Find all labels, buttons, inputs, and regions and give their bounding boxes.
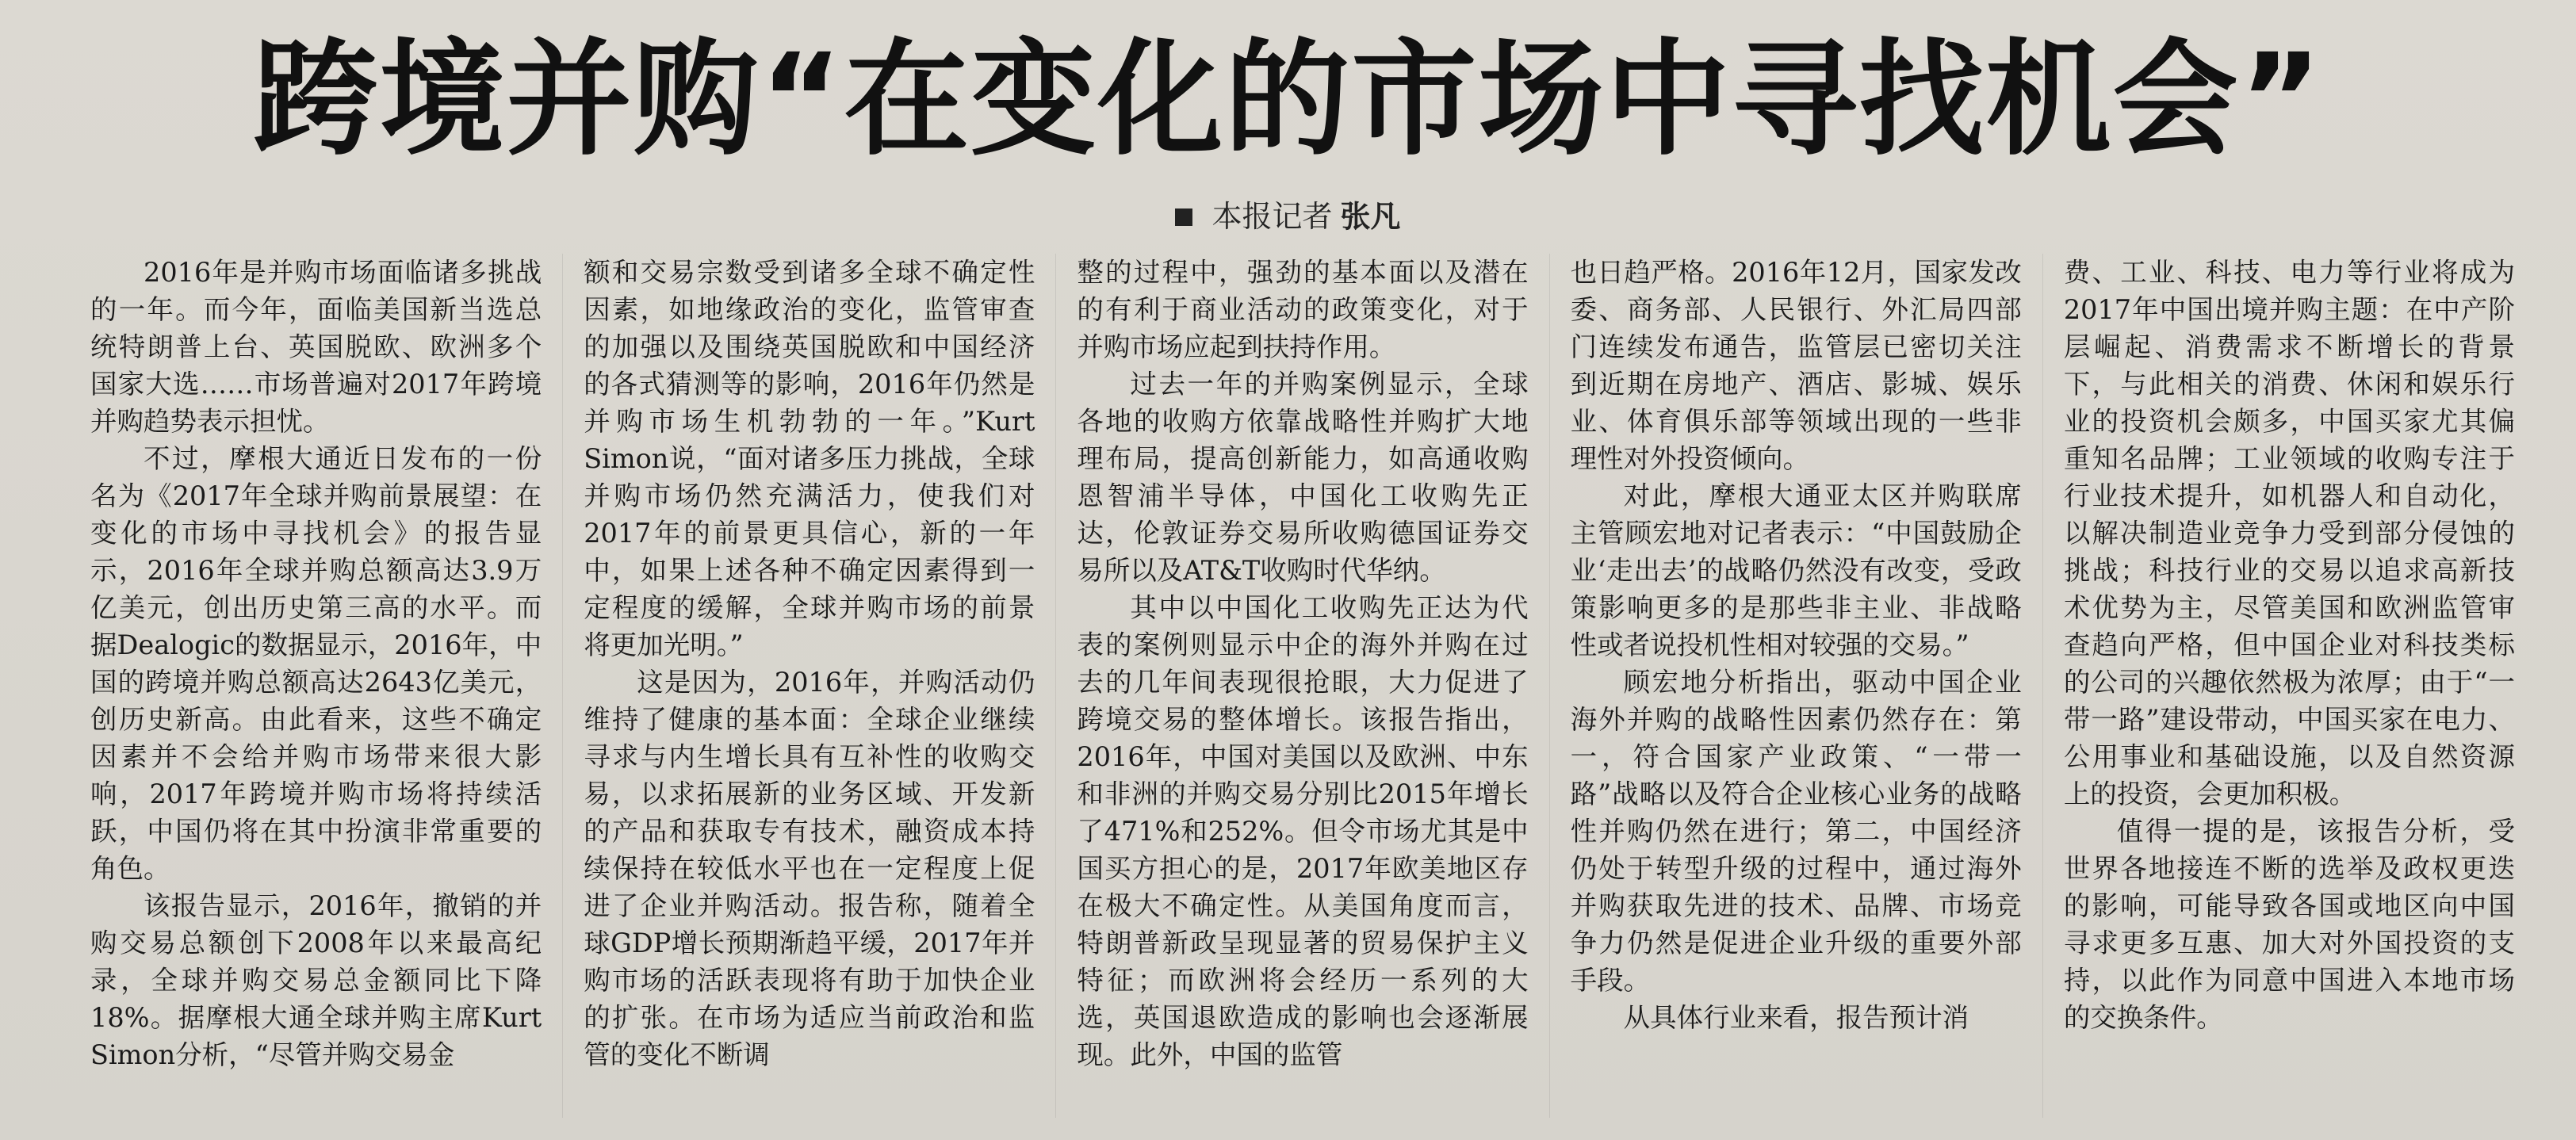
article-column-5 [2043, 254, 2536, 1118]
paragraph: 也日趋严格。2016年12月，国家发改委、商务部、人民银行、外汇局四部门连续发布通告，监管层已密切关注到近期在房地产、酒店、影城、娱乐业、体育俱乐部等领域出现的一些非理性对外投资倾向。 [1570, 257, 2022, 474]
paragraph: 从具体行业来看，报告预计消 [1623, 1002, 1969, 1033]
byline-square-icon [1175, 208, 1192, 226]
byline [0, 192, 2576, 235]
article-column-3 [1056, 254, 1549, 1118]
paragraph: 其中以中国化工收购先正达为代表的案例则显示中企的海外并购在过去的几年间表现很抢眼，大力促进了跨境交易的整体增长。该报告指出，2016年，中国对美国以及欧洲、中东和非洲的并购交易分别比2015年增长了471%和252%。但令市场尤其是中国买方担心的是，2017年欧美地区存在极大不确定性。从美国角度而言，特朗普新政呈现显著的贸易保护主义特征；而欧洲将会经历一系列的大选，英国退欧造成的影响也会逐渐展现。此外，中国的监管 [1077, 592, 1529, 1070]
paragraph: 这是因为，2016年，并购活动仍维持了健康的基本面：全球企业继续寻求与内生增长具有互补性的收购交易，以求拓展新的业务区域、开发新的产品和获取专有技术，融资成本持续保持在较低水平也在一定程度上促进了企业并购活动。报告称，随着全球GDP增长预期渐趋平缓，2017年并购市场的活跃表现将有助于加快企业的扩张。在市场为适应当前政治和监管的变化不断调 [584, 667, 1035, 1070]
byline-author: 张凡 [1340, 199, 1401, 234]
paragraph: 费、工业、科技、电力等行业将成为2017年中国出境并购主题：在中产阶层崛起、消费需求不断增长的背景下，与此相关的消费、休闲和娱乐行业的投资机会颇多，中国买家尤其偏重知名品牌；工业领域的收购专注于行业技术提升，如机器人和自动化，以解决制造业竞争力受到部分侵蚀的挑战；科技行业的交易以追求高新技术优势为主，尽管美国和欧洲监管审查趋向严格，但中国企业对科技类标的公司的兴趣依然极为浓厚；由于“一带一路”建设带动，中国买家在电力、公用事业和基础设施，以及自然资源上的投资，会更加积极。 [2063, 257, 2516, 809]
article-body [70, 254, 2536, 1118]
paragraph: 对此，摩根大通亚太区并购联席主管顾宏地对记者表示：“中国鼓励企业‘走出去’的战略仍然没有改变，受政策影响更多的是那些非主业、非战略性或者说投机性相对较强的交易。” [1570, 480, 2022, 660]
article-column-1 [70, 254, 563, 1118]
headline: 跨境并购“在变化的市场中寻找机会” [252, 27, 2324, 173]
paragraph: 顾宏地分析指出，驱动中国企业海外并购的战略性因素仍然存在：第一，符合国家产业政策、“一带一路”战略以及符合企业核心业务的战略性并购仍然在进行；第二，中国经济仍处于转型升级的过程中，通过海外并购获取先进的技术、品牌、市场竞争力仍然是促进企业升级的重要外部手段。 [1570, 667, 2022, 996]
paragraph: 不过，摩根大通近日发布的一份名为《2017年全球并购前景展望：在变化的市场中寻找机会》的报告显示，2016年全球并购总额高达3.9万亿美元，创出历史第三高的水平。而据Dealogic的数据显示，2016年，中国的跨境并购总额高达2643亿美元，创历史新高。由此看来，这些不确定因素并不会给并购市场带来很大影响，2017年跨境并购市场将持续活跃，中国仍将在其中扮演非常重要的角色。 [90, 443, 542, 884]
paragraph: 额和交易宗数受到诸多全球不确定性因素，如地缘政治的变化，监管审查的加强以及围绕英国脱欧和中国经济的各式猜测等的影响，2016年仍然是并购市场生机勃勃的一年。”Kurt Simon说，“面对诸多压力挑战，全球并购市场仍然充满活力，使我们对2017年的前景更具信心，新的一年中，如果上述各种不确定因素得到一定程度的缓解，全球并购市场的前景将更加光明。” [584, 257, 1035, 660]
paragraph: 过去一年的并购案例显示，全球各地的收购方依靠战略性并购扩大地理布局，提高创新能力，如高通收购恩智浦半导体，中国化工收购先正达，伦敦证券交易所收购德国证券交易所以及AT&T收购时代华纳。 [1077, 369, 1529, 586]
byline-label: 本报记者 [1211, 199, 1333, 234]
paragraph: 整的过程中，强劲的基本面以及潜在的有利于商业活动的政策变化，对于并购市场应起到扶持作用。 [1077, 257, 1529, 362]
paragraph: 值得一提的是，该报告分析，受世界各地接连不断的选举及政权更迭的影响，可能导致各国或地区向中国寻求更多互惠、加大对外国投资的支持，以此作为同意中国进入本地市场的交换条件。 [2063, 816, 2516, 1033]
paragraph: 该报告显示，2016年，撤销的并购交易总额创下2008年以来最高纪录，全球并购交易总金额同比下降18%。据摩根大通全球并购主席Kurt Simon分析，“尽管并购交易金 [90, 890, 542, 1070]
article-column-2 [563, 254, 1056, 1118]
paragraph: 2016年是并购市场面临诸多挑战的一年。而今年，面临美国新当选总统特朗普上台、英国脱欧、欧洲多个国家大选……市场普遍对2017年跨境并购趋势表示担忧。 [90, 257, 542, 437]
article-column-4 [1550, 254, 2043, 1118]
